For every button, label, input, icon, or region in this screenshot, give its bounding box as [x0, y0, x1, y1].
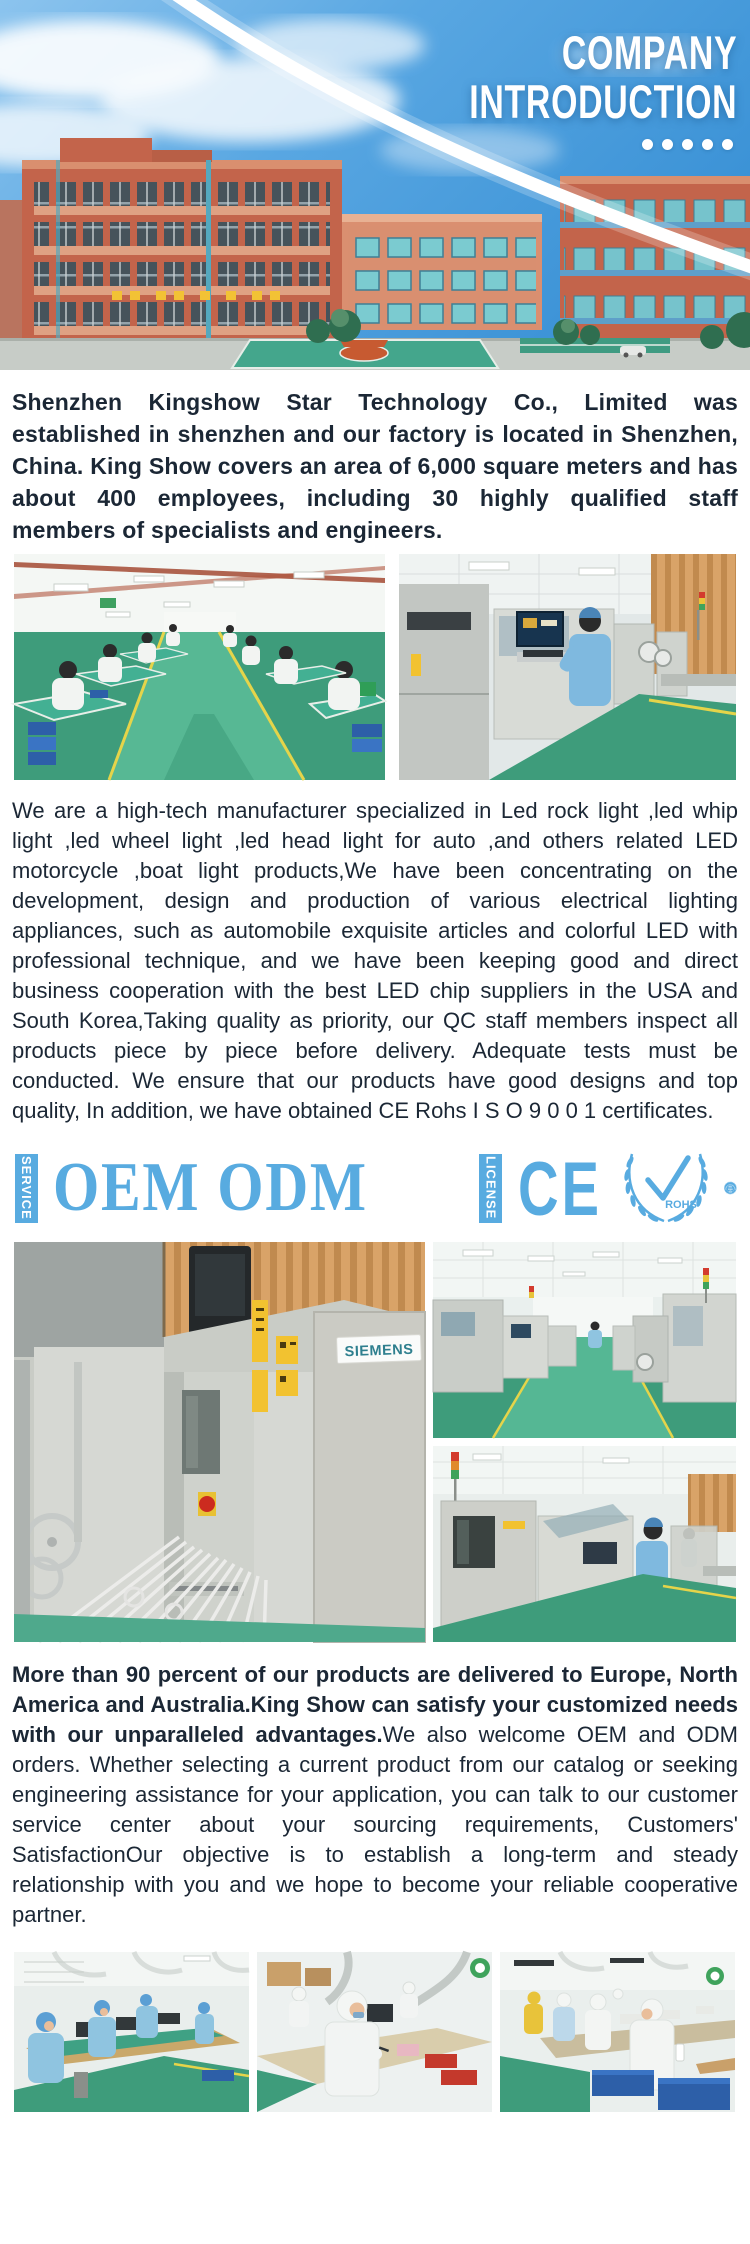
dot: [722, 139, 733, 150]
certification-badges-row: [15, 1146, 737, 1230]
siemens-label: SIEMENS: [344, 1341, 414, 1361]
dot: [662, 139, 673, 150]
machines-photo-grid: [14, 1242, 736, 1642]
service-badge: SERVICE: [15, 1154, 38, 1223]
about-paragraph: We are a high-tech manufacturer specialized in Led rock light ,led whip light ,led wheel light ,led head light for auto ,and others related LED motorcycle ,boat light products,We have been concentrating on the development, design and production of various electrical lighting appliances, such as automobile exquisite articles and colorful LED with professional technique, and we have been keeping good and direct business cooperation with the best LED chip suppliers in the USA and South Korea,Taking quality as priority, our QC staff members inspect all products piece by piece before delivery. Adequate tests must be conducted. We ensure that our products have good designs and top quality, In addition, we have obtained CE Rohs I S O 9 0 0 1 certificates.: [12, 798, 738, 1123]
production-line-photo: [433, 1446, 736, 1642]
white-hood-worker-photo: [257, 1952, 492, 2112]
delivery-paragraph-bold: More than 90 percent of our products are delivered to Europe, North America and Australia.King Show can satisfy your customized needs with our unparalleled advantages.: [12, 1662, 738, 1747]
siemens-machine-photo: [14, 1242, 425, 1642]
oem-odm-label: [53, 1149, 368, 1226]
svg-text:ROHS: ROHS: [665, 1199, 698, 1211]
title-dots: [642, 139, 733, 150]
delivery-paragraph: [12, 1660, 738, 1930]
workers-photo-row: [14, 1952, 736, 2112]
svg-text:CE: CE: [518, 1147, 603, 1232]
license-badge: LICENSE: [479, 1154, 502, 1223]
page-title: [469, 28, 737, 126]
ce-mark-icon: [518, 1147, 604, 1232]
svg-text:SGS: SGS: [729, 1192, 733, 1194]
svg-text:QUALITY ASSURED FIRM: QUALITY ASSURED FIRM: [726, 1185, 736, 1191]
rohs-wreath-icon: [618, 1148, 714, 1228]
dot: [702, 139, 713, 150]
oem-label: OEM: [53, 1149, 201, 1226]
page-title-line2: INTRODUCTION: [468, 75, 737, 128]
svg-text:ISO: ISO: [728, 1186, 733, 1189]
assembly-bench-workers-photo: [500, 1952, 735, 2112]
dot: [642, 139, 653, 150]
svg-text:9001: 9001: [728, 1188, 733, 1191]
hero-banner: [0, 0, 750, 370]
page-title-line1: COMPANY: [561, 26, 737, 79]
smt-machine-photo: [399, 554, 736, 780]
delivery-paragraph-regular: We also welcome OEM and ODM orders. Whether selecting a current product from our catalog or seeking engineering assistance for your application, you can talk to our customer service center about your sourcing requirements, Customers' SatisfactionOur objective is to establish a long-term and steady relationship with you and we hope to become your reliable cooperative partner.: [12, 1722, 738, 1927]
odm-label: ODM: [217, 1149, 368, 1226]
workshop-photo-row: [14, 554, 736, 780]
workshop-aisle-photo: [433, 1242, 736, 1438]
blue-smock-workers-photo: [14, 1952, 249, 2112]
iso-9001-sgs-badge: [724, 1145, 737, 1231]
intro-paragraph: Shenzhen Kingshow Star Technology Co., Limited was established in shenzhen and our factory is located in Shenzhen, China. King Show covers an area of 6,000 square meters and has about 400 employees, including 30 highly qualified staff members of specialists and engineers.: [12, 389, 738, 543]
assembly-line-photo: [14, 554, 385, 780]
dot: [682, 139, 693, 150]
